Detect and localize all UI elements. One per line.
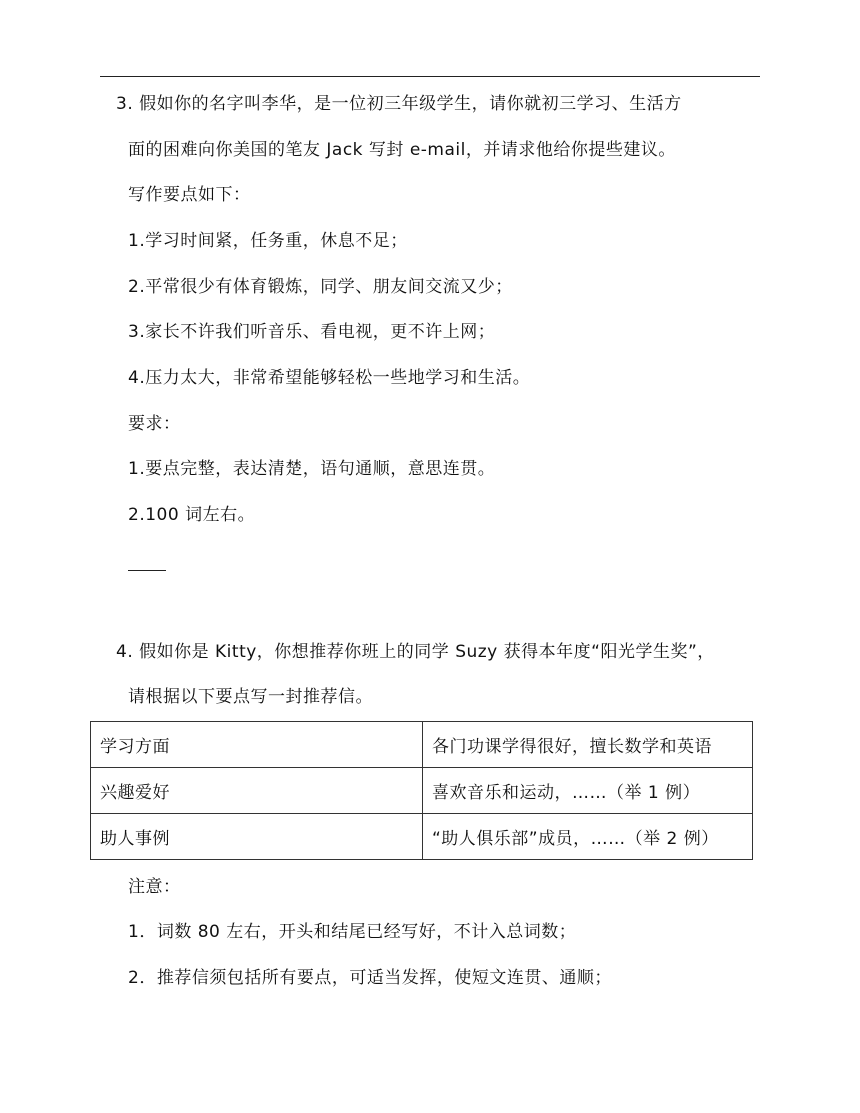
table-cell-detail: 喜欢音乐和运动，……（举 1 例）	[423, 768, 753, 814]
q4-notes-title: 注意：	[128, 877, 181, 897]
q3-point-2: 2.平常很少有体育锻炼，同学、朋友间交流又少；	[128, 277, 513, 297]
table-row	[91, 722, 753, 768]
answer-blank-line	[128, 570, 166, 571]
q3-point-4: 4.压力太大，非常希望能够轻松一些地学习和生活。	[128, 368, 531, 388]
q4-note-2: 2．推荐信须包括所有要点，可适当发挥，使短文连贯、通顺；	[128, 968, 612, 988]
recommendation-points-table	[90, 721, 753, 860]
q3-requirement-1: 1.要点完整，表达清楚，语句通顺，意思连贯。	[128, 459, 496, 479]
table-cell-topic: 兴趣爱好	[91, 768, 423, 814]
header-rule	[100, 76, 760, 77]
q3-prompt-line-1: 3. 假如你的名字叫李华，是一位初三年级学生，请你就初三学习、生活方	[116, 94, 682, 114]
q3-points-title: 写作要点如下：	[128, 185, 251, 205]
q3-requirements-title: 要求：	[128, 414, 181, 434]
q4-prompt-line-2: 请根据以下要点写一封推荐信。	[128, 687, 373, 707]
table-cell-detail: “助人俱乐部”成员，……（举 2 例）	[423, 814, 753, 860]
q4-note-1: 1．词数 80 左右，开头和结尾已经写好，不计入总词数；	[128, 922, 577, 942]
q3-requirement-2: 2.100 词左右。	[128, 505, 256, 525]
q3-prompt-line-2: 面的困难向你美国的笔友 Jack 写封 e-mail，并请求他给你提些建议。	[128, 140, 676, 160]
q3-point-1: 1.学习时间紧，任务重，休息不足；	[128, 231, 408, 251]
table-cell-topic: 学习方面	[91, 722, 423, 768]
table-cell-detail: 各门功课学得很好，擅长数学和英语	[423, 722, 753, 768]
q4-prompt-line-1: 4. 假如你是 Kitty，你想推荐你班上的同学 Suzy 获得本年度“阳光学生奖”，	[116, 642, 715, 662]
table-row	[91, 814, 753, 860]
q3-point-3: 3.家长不许我们听音乐、看电视，更不许上网；	[128, 322, 496, 342]
table-cell-topic: 助人事例	[91, 814, 423, 860]
table-row	[91, 768, 753, 814]
